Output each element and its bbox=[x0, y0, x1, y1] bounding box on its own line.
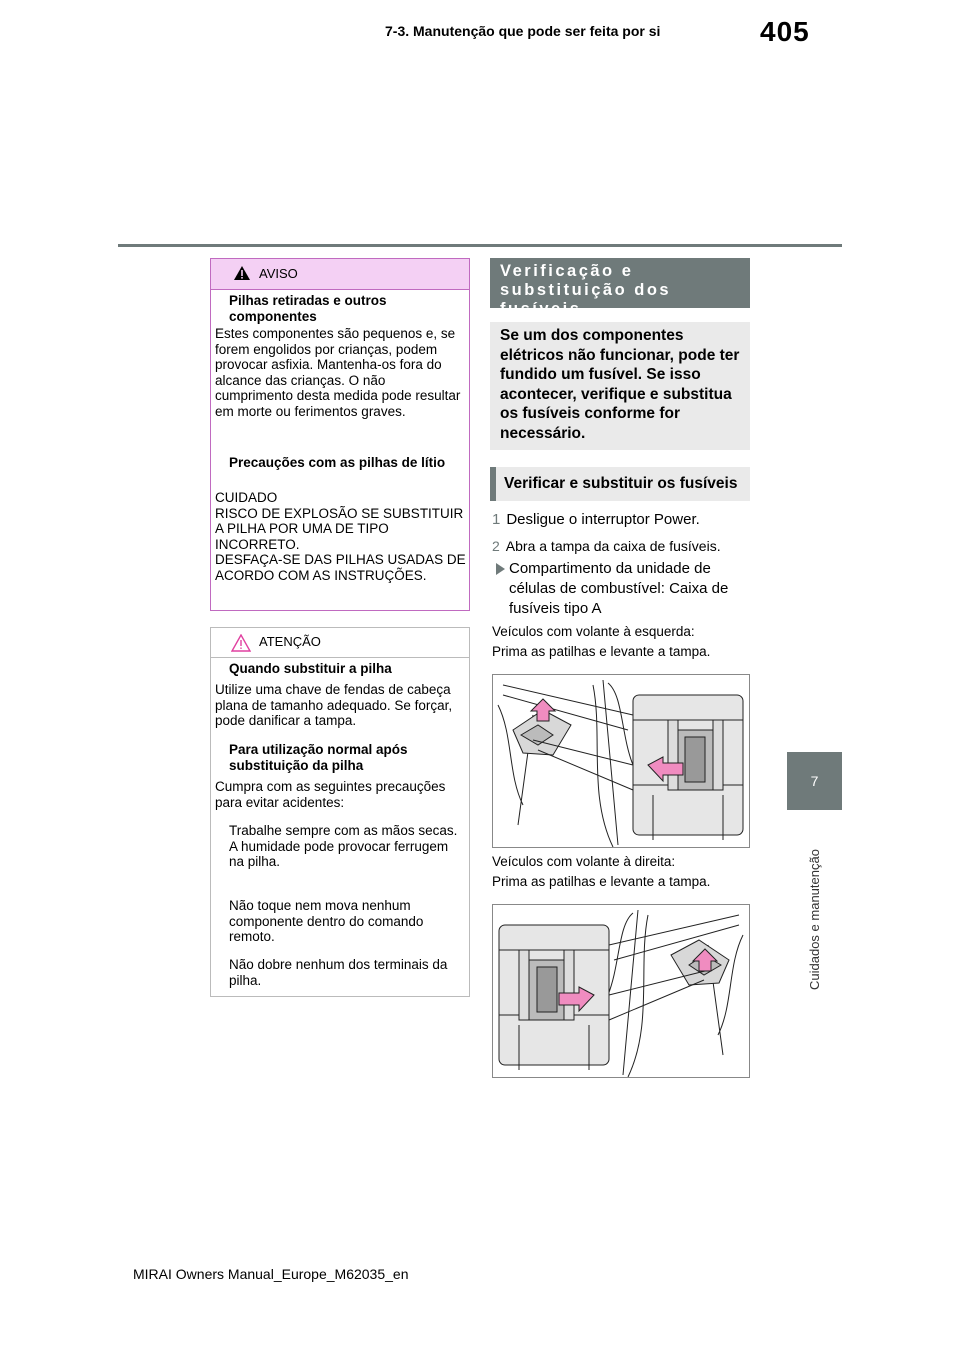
fuse-box-figure-rhd bbox=[492, 904, 750, 1078]
warning-subheading-2: Precauções com as pilhas de lítio bbox=[229, 455, 446, 470]
page-number: 405 bbox=[760, 16, 810, 47]
caution-triangle-icon bbox=[231, 634, 251, 657]
footer-text: MIRAI Owners Manual_Europe_M62035_en bbox=[133, 1266, 409, 1282]
fuse-box-figure-lhd bbox=[492, 674, 750, 848]
bullet-text: Compartimento da unidade de células de combustível: Caixa de fusíveis tipo A bbox=[509, 560, 729, 617]
step-1-text: Desligue o interruptor Power. bbox=[506, 511, 700, 528]
rhd-label: Veículos com volante à direita: bbox=[492, 854, 676, 869]
caution-item-1: Trabalhe sempre com as mãos secas. A humidade pode provocar ferrugem na pilha. bbox=[229, 823, 458, 870]
caution-header bbox=[211, 628, 469, 658]
header-rule bbox=[118, 244, 842, 247]
caution-title: ATENÇÃO bbox=[259, 634, 321, 649]
caution-subheading-1: Quando substituir a pilha bbox=[229, 661, 392, 676]
step-2 bbox=[492, 538, 721, 554]
caution-text-1: Utilize uma chave de fendas de cabeça plana de tamanho adequado. Se forçar, pode danificar a tampa. bbox=[215, 682, 453, 729]
lhd-action: Prima as patilhas e levante a tampa. bbox=[492, 644, 711, 659]
chapter-tab: 7 bbox=[787, 752, 842, 810]
caution-text-2: Cumpra com as seguintes precauções para evitar acidentes: bbox=[215, 779, 446, 810]
section-reference: 7-3. Manutenção que pode ser feita por si bbox=[385, 23, 661, 39]
warning-subheading-1: Pilhas retiradas e outros componentes bbox=[229, 293, 387, 324]
warning-text-1: Estes componentes são pequenos e, se forem engolidos por crianças, podem provocar asfixia. Mantenha-os fora do alcance das crianças. O não cumprimento desta medida pode resultar em morte ou ferimentos graves. bbox=[215, 326, 461, 419]
chapter-label bbox=[805, 820, 827, 990]
lhd-label: Veículos com volante à esquerda: bbox=[492, 624, 695, 639]
subheading: Verificar e substituir os fusíveis bbox=[490, 467, 750, 501]
bullet-arrow-icon bbox=[494, 562, 506, 581]
warning-triangle-icon bbox=[233, 265, 251, 286]
rhd-action: Prima as patilhas e levante a tampa. bbox=[492, 874, 711, 889]
step-2-text: Abra a tampa da caixa de fusíveis. bbox=[505, 538, 721, 554]
chapter-label-text: Cuidados e manutenção bbox=[807, 849, 822, 990]
warning-title: AVISO bbox=[259, 266, 298, 281]
warning-text-2: CUIDADO RISCO DE EXPLOSÃO SE SUBSTITUIR A PILHA POR UMA DE TIPO INCORRETO. DESFAÇA-SE DAS PILHAS USADAS DE ACORDO COM AS INSTRUÇÕES. bbox=[215, 490, 466, 583]
step-1 bbox=[492, 511, 700, 528]
warning-header bbox=[211, 259, 469, 290]
step-2-number: 2 bbox=[492, 538, 500, 554]
caution-box bbox=[210, 627, 470, 997]
intro-box: Se um dos componentes elétricos não funcionar, pode ter fundido um fusível. Se isso acontecer, verifique e substitua os fusíveis conforme for necessário. bbox=[490, 322, 750, 450]
caution-subheading-2: Para utilização normal após substituição da pilha bbox=[229, 742, 408, 773]
section-title: Verificação e substituição dos fusíveis bbox=[490, 258, 750, 308]
caution-item-3: Não dobre nenhum dos terminais da pilha. bbox=[229, 957, 448, 988]
caution-item-2: Não toque nem mova nenhum componente dentro do comando remoto. bbox=[229, 898, 424, 945]
warning-box bbox=[210, 258, 470, 611]
step-1-number: 1 bbox=[492, 511, 501, 528]
